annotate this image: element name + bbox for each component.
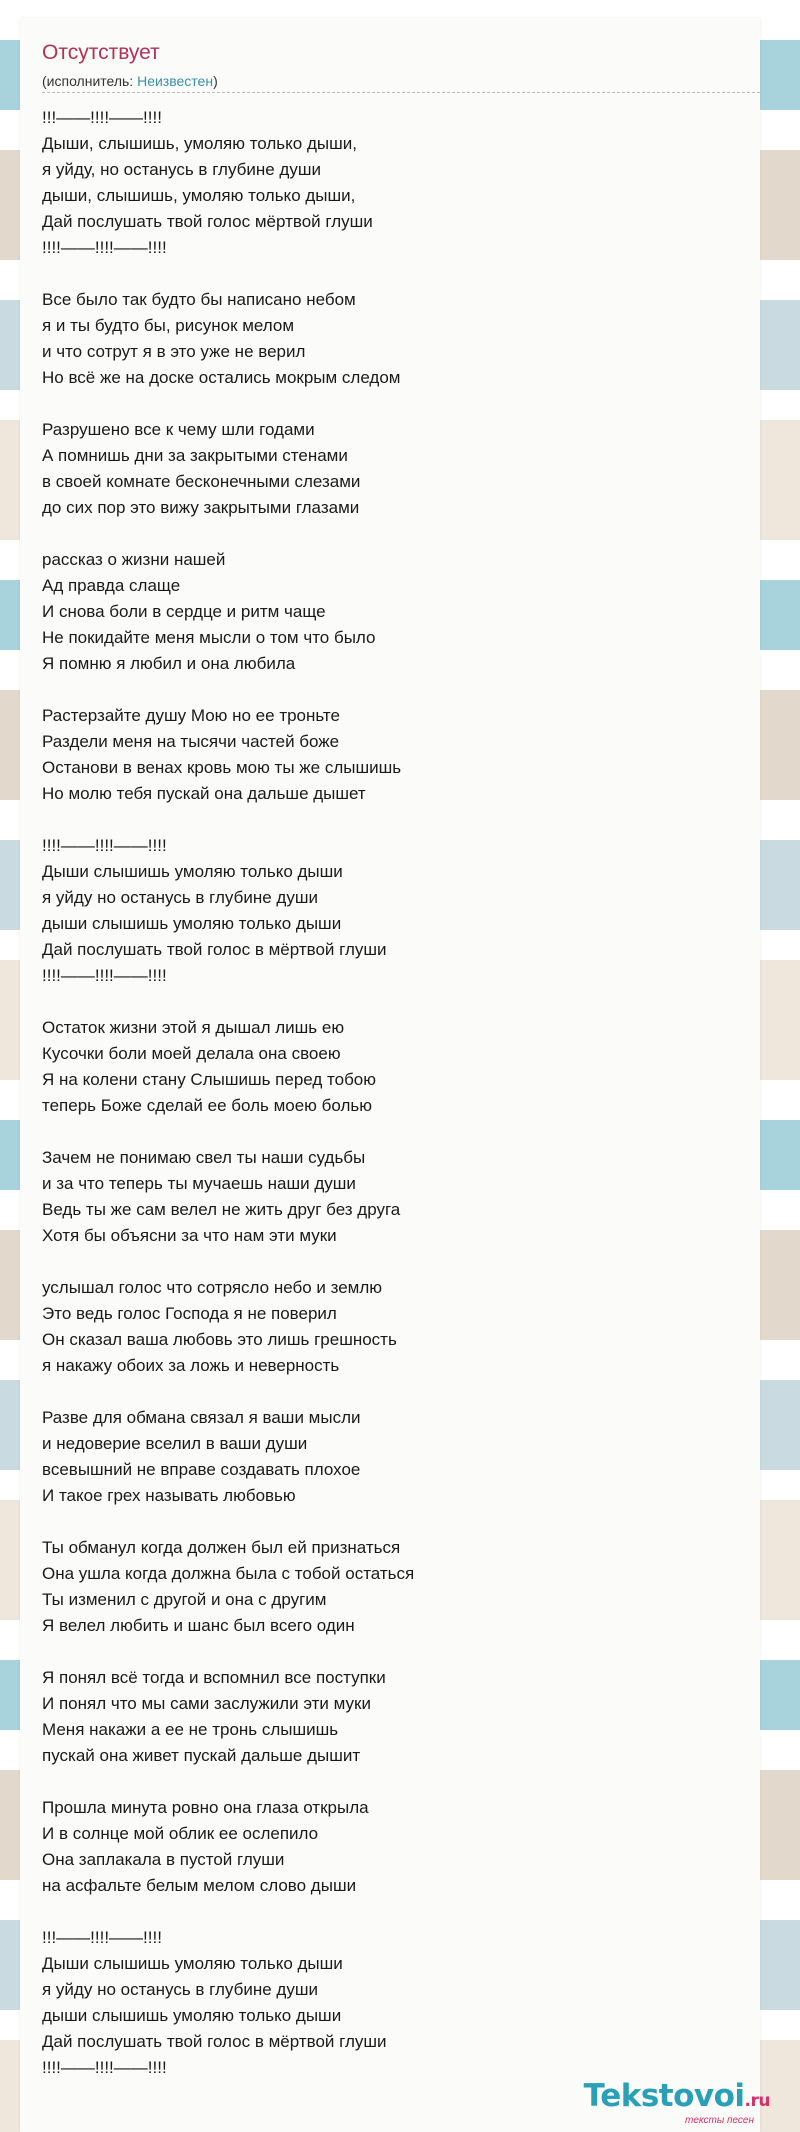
logo-tagline: тексты песен xyxy=(685,2115,754,2126)
logo-wordmark xyxy=(584,2080,770,2117)
logo-name: Tekstovoi xyxy=(583,2078,745,2114)
lyrics-card xyxy=(20,18,760,2132)
logo-tld: .ru xyxy=(744,2091,770,2111)
artist-line xyxy=(42,72,218,90)
site-logo[interactable] xyxy=(584,2080,770,2126)
lyrics-text: !!!——!!!!——!!!! Дыши, слышишь, умоляю только дыши, я уйду, но останусь в глубине души дыши, слышишь, умоляю только дыши, Дай послушать твой голос мёртвой глуши !!!!——!!!!——!!!! Все было так будто бы написано небом я и ты будто бы, рисунок мелом и что сотрут я в это уже не верил Но всё же на доске остались мокрым следом Разрушено все к чему шли годами А помнишь дни за закрытыми стенами в своей комнате бесконечными слезами до сих пор это вижу закрытыми глазами рассказ о жизни нашей Ад правда слаще И снова боли в сердце и ритм чаще Не покидайте меня мысли о том что было Я помню я любил и она любила Растерзайте душу Мою но ее троньте Раздели меня на тысячи частей боже Останови в венах кровь мою ты же слышишь Но молю тебя пускай она дальше дышет !!!!——!!!!——!!!! Дыши слышишь умоляю только дыши я уйду но останусь в глубине души дыши слышишь умоляю только дыши Дай послушать твой голос в мёртвой глуши !!!!——!!!!——!!!! Остаток жизни этой я дышал лишь ею Кусочки боли моей делала она своею Я на колени стану Слышишь перед тобою теперь Боже сделай ее боль моею болью Зачем не понимаю свел ты наши судьбы и за что теперь ты мучаешь наши души Ведь ты же сам велел не жить друг без друга Хотя бы объясни за что нам эти муки услышал голос что сотрясло небо и землю Это ведь голос Господа я не поверил Он сказал ваша любовь это лишь грешность я накажу обоих за ложь и неверность Разве для обмана связал я ваши мысли и недоверие вселил в ваши души всевышний не вправе создавать плохое И такое грех называть любовью Ты обманул когда должен был ей признаться Она ушла когда должна была с тобой остаться Ты изменил с другой и она с другим Я велел любить и шанс был всего один Я понял всё тогда и вспомнил все поступки И понял что мы сами заслужили эти муки Меня накажи а ее не тронь слышишь пускай она живет пускай дальше дышит Прошла минута ровно она глаза открыла И в солнце мой облик ее ослепило Она заплакала в пустой глуши на асфальте белым мелом слово дыши !!!——!!!!——!!!! Дыши слышишь умоляю только дыши я уйду но останусь в глубине души дыши слышишь умоляю только дыши Дай послушать твой голос в мёртвой глуши !!!!——!!!!——!!!! xyxy=(42,108,415,2077)
artist-link[interactable]: Неизвестен xyxy=(137,73,214,89)
song-title: Отсутствует xyxy=(42,41,160,64)
artist-suffix: ) xyxy=(213,73,218,89)
artist-prefix: (исполнитель: xyxy=(42,73,138,89)
header-divider xyxy=(42,92,760,93)
